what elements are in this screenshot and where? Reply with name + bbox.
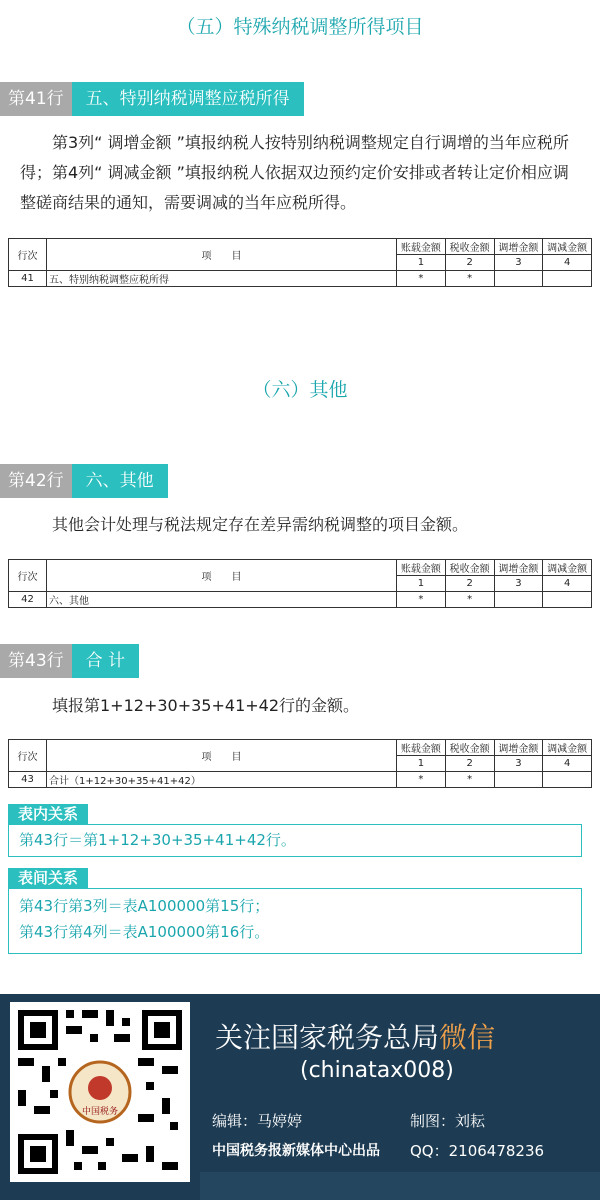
- col-number: 3: [494, 576, 543, 592]
- publisher-credit: 中国税务报新媒体中心出品: [212, 1143, 380, 1159]
- table-row: [9, 772, 592, 788]
- header-row-no: 行次: [9, 560, 47, 592]
- cell-c2: *: [445, 271, 494, 287]
- section-title-5: （五）特殊纳税调整所得项目: [176, 16, 424, 38]
- row-41-header: [0, 82, 304, 116]
- col-number: 1: [397, 255, 446, 271]
- table-row-43: [8, 739, 592, 788]
- inter-relation-line: 第43行第4列＝表A100000第16行。: [19, 923, 270, 941]
- row-title-label: 五、特别纳税调整应税所得: [72, 82, 304, 116]
- header-row-no: 行次: [9, 239, 47, 271]
- col-number: 2: [445, 756, 494, 772]
- cell-item: 合计（1+12+30+35+41+42）: [47, 772, 397, 788]
- header-col1: 账载金额: [397, 740, 446, 756]
- row-41-description: 第3列“ 调增金额 ”填报纳税人按特别纳税调整规定自行调增的当年应税所得；第4列“ 调减金额 ”填报纳税人依据双边预约定价安排或者转让定价相应调整磋商结果的通知，需要调减的当年应税所得。: [20, 133, 569, 212]
- row-43-description: 填报第1+12+30+35+41+42行的金额。: [52, 696, 360, 715]
- col-number: 4: [543, 576, 592, 592]
- col-number: 2: [445, 576, 494, 592]
- account-id: (chinatax008): [300, 1058, 454, 1083]
- cell-c1: *: [397, 592, 446, 608]
- col-number: 3: [494, 756, 543, 772]
- table-row-41: [8, 238, 592, 287]
- cell-c4: [543, 772, 592, 788]
- inter-relation-tag: 表间关系: [8, 868, 88, 888]
- header-item: 项 目: [47, 239, 397, 271]
- col-number: 1: [397, 576, 446, 592]
- header-item: 项 目: [47, 740, 397, 772]
- table-row-42: [8, 559, 592, 608]
- header-col2: 税收金额: [445, 560, 494, 576]
- cell-c3: [494, 271, 543, 287]
- follow-heading: [215, 1016, 495, 1056]
- follow-accent: 微信: [439, 1021, 496, 1054]
- qr-code-icon: [10, 1002, 190, 1182]
- cell-c1: *: [397, 271, 446, 287]
- section-title-6: （六）其他: [252, 379, 348, 401]
- cell-c3: [494, 592, 543, 608]
- row-number-label: 第43行: [0, 644, 72, 678]
- row-42-header: [0, 464, 168, 498]
- col-number: 4: [543, 255, 592, 271]
- cell-c3: [494, 772, 543, 788]
- header-row-no: 行次: [9, 740, 47, 772]
- col-number: 2: [445, 255, 494, 271]
- header-col1: 账载金额: [397, 560, 446, 576]
- header-col4: 调减金额: [543, 239, 592, 255]
- intra-relation-tag: 表内关系: [8, 804, 88, 824]
- table-row: [9, 592, 592, 608]
- header-col2: 税收金额: [445, 740, 494, 756]
- footer-strip: [200, 1172, 600, 1200]
- col-number: 4: [543, 756, 592, 772]
- intra-relation-line: 第43行＝第1+12+30+35+41+42行。: [19, 831, 296, 849]
- cell-row: 43: [9, 772, 47, 788]
- header-col4: 调减金额: [543, 560, 592, 576]
- row-title-label: 合 计: [72, 644, 139, 678]
- cell-c4: [543, 592, 592, 608]
- row-43-header: [0, 644, 139, 678]
- cell-c4: [543, 271, 592, 287]
- header-col3: 调增金额: [494, 560, 543, 576]
- inter-relation-box: [8, 888, 582, 954]
- table-row: [9, 271, 592, 287]
- cell-item: 六、其他: [47, 592, 397, 608]
- editor-credit: 编辑：马婷婷: [212, 1112, 303, 1130]
- footer-banner: [0, 994, 600, 1200]
- row-42-description: 其他会计处理与税法规定存在差异需纳税调整的项目金额。: [52, 515, 469, 534]
- row-number-label: 第41行: [0, 82, 72, 116]
- header-col1: 账载金额: [397, 239, 446, 255]
- header-col4: 调减金额: [543, 740, 592, 756]
- graphic-credit: 制图：刘耘: [410, 1112, 486, 1130]
- col-number: 3: [494, 255, 543, 271]
- header-item: 项 目: [47, 560, 397, 592]
- seal-text: 中国税务: [81, 1107, 119, 1117]
- cell-row: 42: [9, 592, 47, 608]
- follow-text: 关注国家税务总局: [215, 1021, 440, 1054]
- cell-item: 五、特别纳税调整应税所得: [47, 271, 397, 287]
- intra-relation-box: [8, 824, 582, 857]
- header-col3: 调增金额: [494, 740, 543, 756]
- cell-c1: *: [397, 772, 446, 788]
- qq-number: QQ：2106478236: [410, 1142, 545, 1160]
- qr-code[interactable]: [10, 1002, 190, 1182]
- cell-c2: *: [445, 772, 494, 788]
- cell-row: 41: [9, 271, 47, 287]
- cell-c2: *: [445, 592, 494, 608]
- inter-relation-line: 第43行第3列＝表A100000第15行；: [19, 897, 270, 915]
- col-number: 1: [397, 756, 446, 772]
- row-title-label: 六、其他: [72, 464, 168, 498]
- header-col2: 税收金额: [445, 239, 494, 255]
- header-col3: 调增金额: [494, 239, 543, 255]
- row-number-label: 第42行: [0, 464, 72, 498]
